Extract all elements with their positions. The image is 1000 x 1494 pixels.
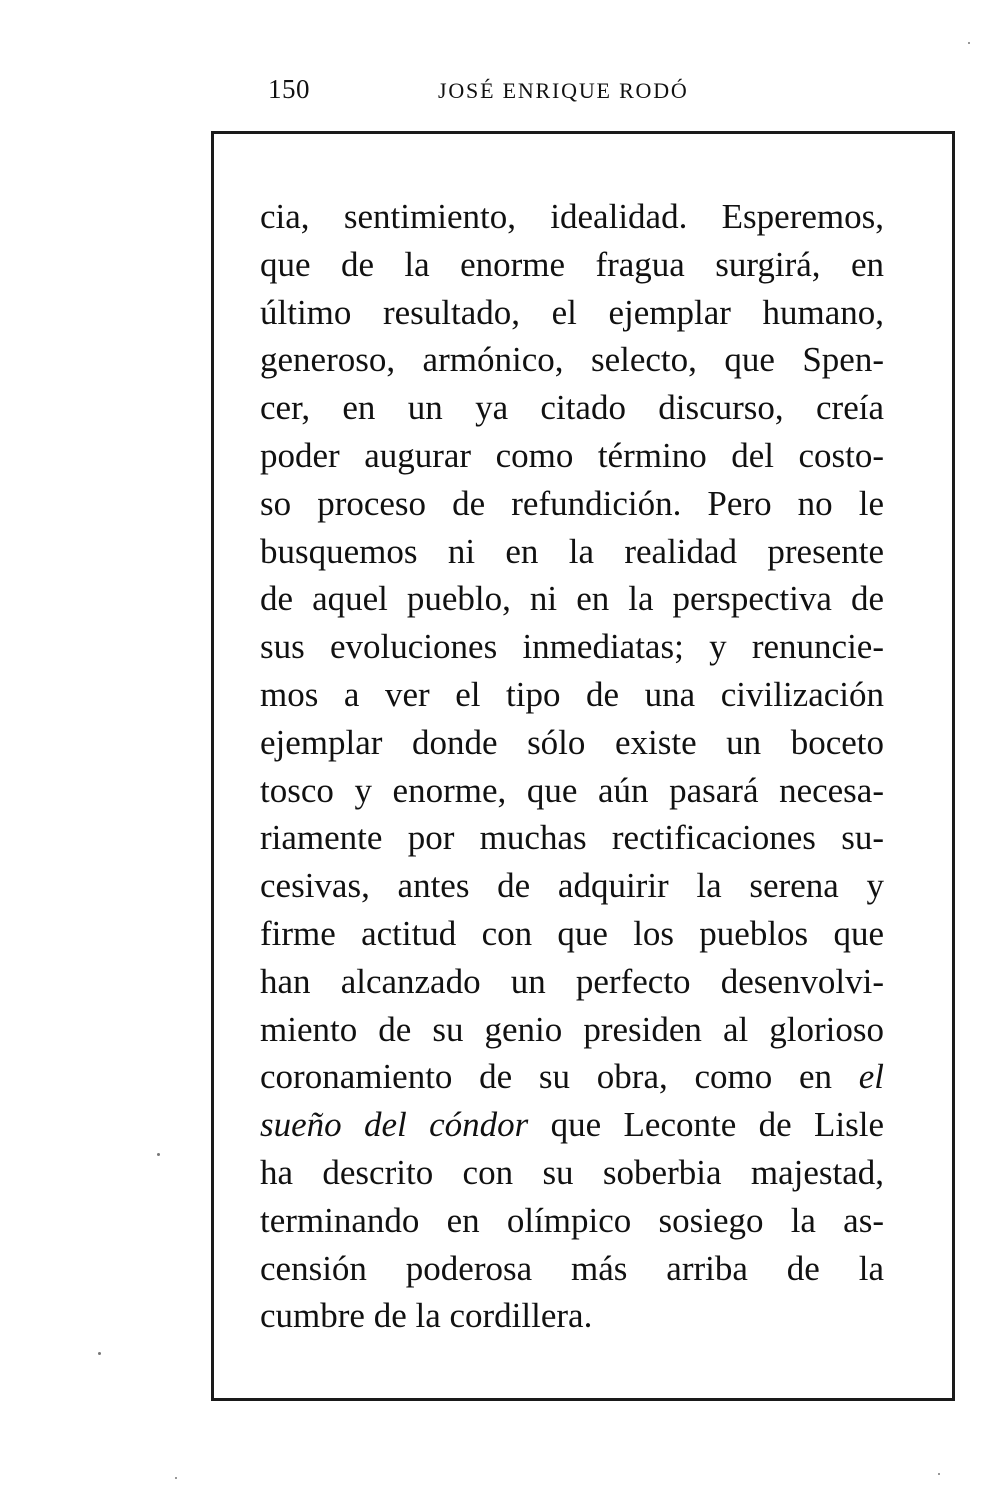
text-segment: que Leconte de Lisle	[550, 1105, 884, 1145]
text-line: miento de su genio presiden al glorioso	[260, 1009, 884, 1049]
text-line: busquemos ni en la realidad presente	[260, 531, 884, 571]
text-line: generoso, armónico, selecto, que Spen-	[260, 340, 884, 380]
text-line: so proceso de refundición. Pero no le	[260, 483, 884, 523]
paper-speck	[98, 1352, 101, 1355]
text-line: sus evoluciones inmediatas; y renuncie-	[260, 627, 884, 667]
text-line: que de la enorme fragua surgirá, en	[260, 244, 884, 284]
body-text	[260, 193, 884, 1340]
paper-speck	[157, 1153, 160, 1156]
text-line: ha descrito con su soberbia majestad,	[260, 1152, 884, 1192]
text-line-final: cumbre de la cordillera.	[260, 1296, 593, 1336]
text-line: terminando en olímpico sosiego la as-	[260, 1200, 884, 1240]
paper-speck	[968, 42, 970, 44]
text-line: poder augurar como término del costo-	[260, 435, 884, 475]
text-line: mos a ver el tipo de una civilización	[260, 674, 884, 714]
text-line-with-italic	[260, 1053, 884, 1101]
page-header	[0, 72, 1000, 108]
paper-speck	[175, 1477, 177, 1479]
text-line: último resultado, el ejemplar humano,	[260, 292, 884, 332]
text-line: cesivas, antes de adquirir la serena y	[260, 866, 884, 906]
running-head: JOSÉ ENRIQUE RODÓ	[438, 78, 689, 103]
text-line: ejemplar donde sólo existe un boceto	[260, 722, 884, 762]
text-line: tosco y enorme, que aún pasará necesa-	[260, 770, 884, 810]
italic-text: el	[858, 1057, 884, 1097]
text-line: riamente por muchas rectificaciones su-	[260, 818, 884, 858]
text-segment: coronamiento de su obra, como en	[260, 1057, 832, 1097]
text-line: de aquel pueblo, ni en la perspectiva de	[260, 579, 884, 619]
page-number: 150	[268, 74, 310, 104]
text-line: censión poderosa más arriba de la	[260, 1248, 884, 1288]
text-line-with-italic	[260, 1101, 884, 1149]
text-line: cer, en un ya citado discurso, creía	[260, 388, 884, 428]
paper-speck	[938, 1473, 940, 1475]
italic-text: sueño del cóndor	[260, 1105, 529, 1145]
text-line: cia, sentimiento, idealidad. Esperemos,	[260, 197, 884, 236]
text-line: firme actitud con que los pueblos que	[260, 913, 884, 953]
text-line: han alcanzado un perfecto desenvolvi-	[260, 961, 884, 1001]
